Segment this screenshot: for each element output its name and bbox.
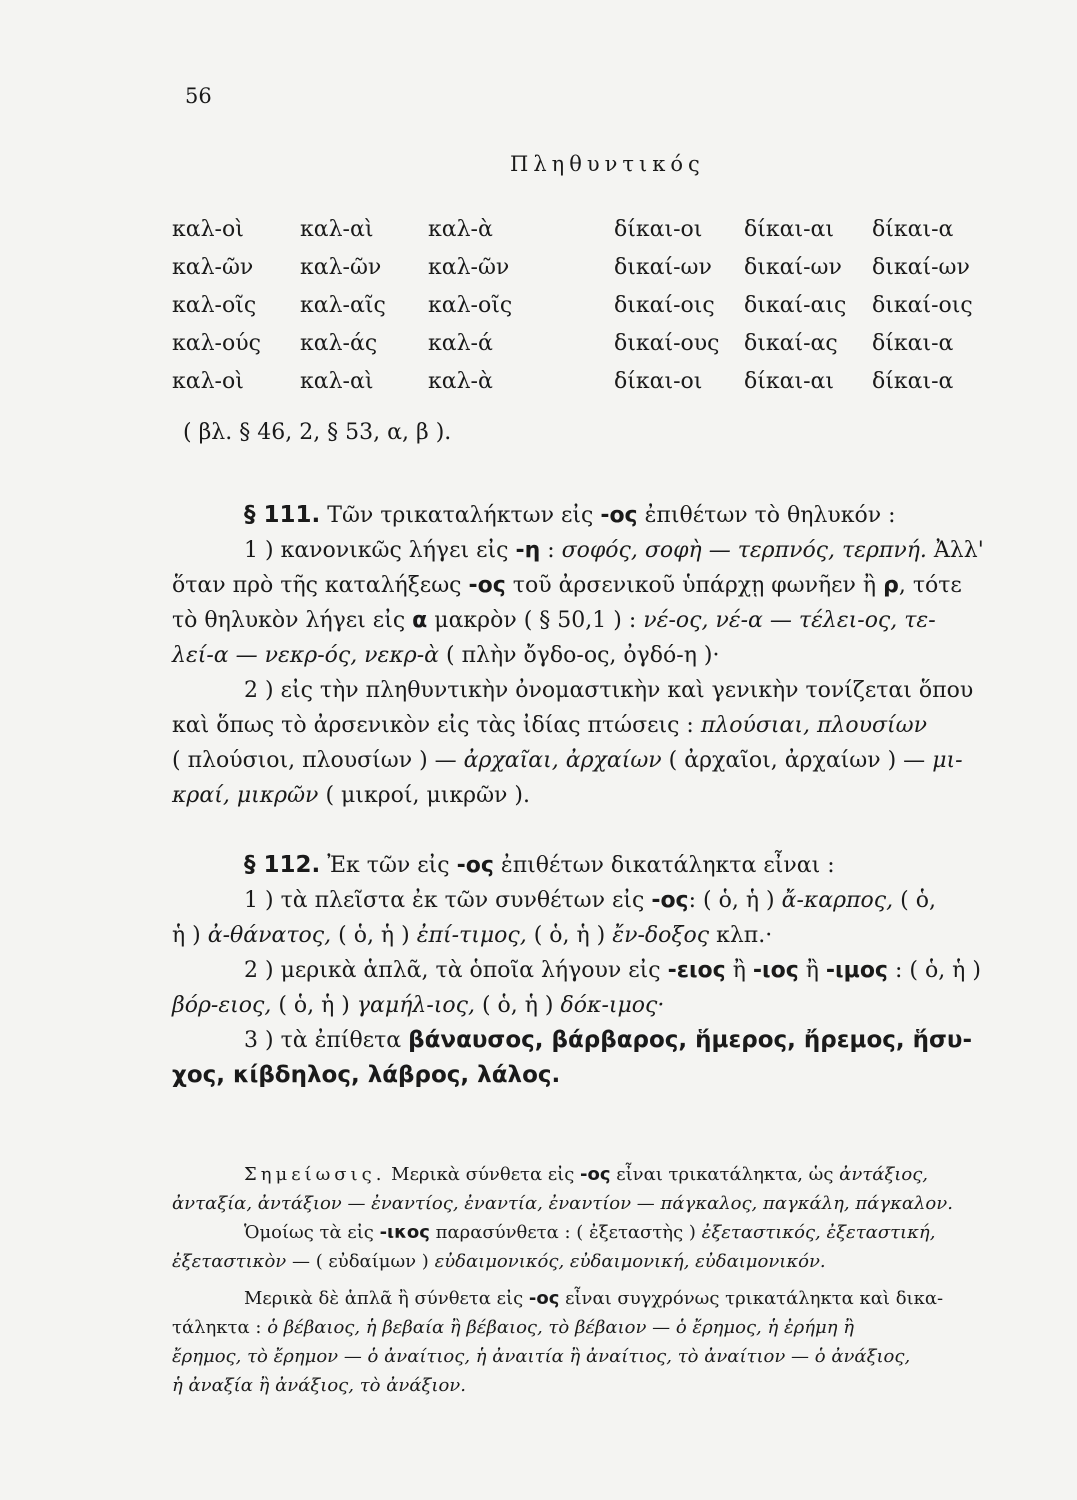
text: ( ἀρχαῖοι, ἀρχαίων ) — xyxy=(668,748,926,773)
page-number: 56 xyxy=(185,84,212,108)
declension-cell: καλ-αὶ xyxy=(300,216,374,242)
text: Ἀλλ' xyxy=(926,538,984,563)
text: μακρὸν ( § 50,1 ) : xyxy=(434,608,637,633)
example: ἄ-καρπος, xyxy=(781,888,894,913)
suffix: ρ xyxy=(883,573,899,598)
declension-cell: δικαί-ους xyxy=(614,330,720,356)
note-block xyxy=(172,1160,1007,1400)
declension-cell: καλ-οὶ xyxy=(172,216,244,242)
declension-cell: καλ-οῖς xyxy=(172,292,257,318)
declension-cell: δικαί-οις xyxy=(614,292,715,318)
note-label: Σημείωσις. xyxy=(244,1164,386,1185)
suffix: -ος xyxy=(528,1288,560,1309)
text: παρασύνθετα : ( ἐξεταστὴς ) xyxy=(435,1222,696,1243)
declension-cell: καλ-ά xyxy=(428,330,493,356)
declension-cell: καλ-ούς xyxy=(172,330,261,356)
declension-cell: δικαί-οις xyxy=(872,292,973,318)
text: εἶναι τρικατάληκτα, ὡς xyxy=(616,1164,834,1185)
declension-cell: δίκαι-αι xyxy=(744,368,835,394)
suffix: -ος xyxy=(600,503,638,528)
text: Ὁμοίως τὰ εἰς xyxy=(244,1222,374,1243)
section-112-number: § 112. xyxy=(244,852,321,878)
example: ἐξεταστικός, ἐξεταστική, xyxy=(701,1222,936,1243)
section-111-number: § 111. xyxy=(244,502,321,528)
plural-heading: Πληθυντικός xyxy=(510,152,705,176)
text: ἐπιθέτων δικατάληκτα εἶναι : xyxy=(500,853,835,878)
example: πλούσιαι, πλουσίων xyxy=(700,713,927,738)
text: 2 ) εἰς τὴν πληθυντικὴν ὀνομαστικὴν καὶ γενικὴν τονίζεται ὅπου xyxy=(244,678,974,703)
text: ( ὁ, ἡ ) xyxy=(278,993,350,1018)
declension-cell: δικαί-ων xyxy=(744,254,842,280)
declension-row xyxy=(172,248,992,286)
text: ( πλὴν ὄγδο-ος, ὀγδό-η )· xyxy=(446,643,720,668)
declension-cell: καλ-άς xyxy=(300,330,378,356)
declension-cell: δικαί-αις xyxy=(744,292,847,318)
text: : ( ὁ, ἡ ) xyxy=(894,958,981,983)
declension-cell: καλ-οὶ xyxy=(172,368,244,394)
text: τοῦ ἀρσενικοῦ ὑπάρχῃ φωνῆεν ἢ xyxy=(512,573,877,598)
suffix: -ειος xyxy=(667,958,726,983)
text: Ἐκ τῶν εἰς xyxy=(327,853,450,878)
declension-row xyxy=(172,362,992,400)
suffix: -ος xyxy=(468,573,506,598)
text: ( ὁ, ἡ ) xyxy=(533,923,606,948)
suffix: -ος xyxy=(580,1164,611,1185)
declension-row xyxy=(172,210,992,248)
text: τὸ θηλυκὸν λήγει εἰς xyxy=(172,608,406,633)
text: — ( εὐδαίμων ) xyxy=(291,1251,429,1272)
text: καὶ ὅπως τὸ ἀρσενικὸν εἰς τὰς ἰδίας πτώσεις : xyxy=(172,713,694,738)
suffix: α xyxy=(412,608,428,633)
example: ὁ βέβαιος, ἡ βεβαία ἢ βέβαιος, τὸ βέβαιον — ὁ ἔρημος, ἡ ἐρήμη ἢ xyxy=(267,1317,855,1338)
text: 3 ) τὰ ἐπίθετα xyxy=(244,1028,402,1053)
example: γαμήλ-ιος, xyxy=(356,993,475,1018)
declension-cell: δίκαι-αι xyxy=(744,216,835,242)
text: ὅταν πρὸ τῆς καταλήξεως xyxy=(172,573,462,598)
text: Μερικὰ σύνθετα εἰς xyxy=(391,1164,575,1185)
example: μι- xyxy=(932,748,963,773)
declension-cell: δικαί-ων xyxy=(614,254,712,280)
declension-cell: δίκαι-α xyxy=(872,368,954,394)
text: ( πλούσιοι, πλουσίων ) — xyxy=(172,748,457,773)
declension-cell: καλ-ῶν xyxy=(428,254,510,280)
text: εἶναι συγχρόνως τρικατάληκτα καὶ δικα- xyxy=(565,1288,944,1309)
declension-cell: δίκαι-οι xyxy=(614,368,703,394)
example: ἀ-θάνατος, xyxy=(207,923,332,948)
section-111 xyxy=(172,498,1002,813)
example: βόρ-ειος, xyxy=(172,993,272,1018)
text: ( ὁ, ἡ ) xyxy=(481,993,554,1018)
example: λεί-α — νεκρ-ός, νεκρ-ὰ xyxy=(172,643,440,668)
declension-cell: δίκαι-α xyxy=(872,216,954,242)
cross-reference: ( βλ. § 46, 2, § 53, α, β ). xyxy=(183,420,452,445)
declension-row xyxy=(172,324,992,362)
declension-cell: δίκαι-οι xyxy=(614,216,703,242)
declension-row xyxy=(172,286,992,324)
text: ἡ ) xyxy=(172,923,201,948)
declension-cell: δικαί-ων xyxy=(872,254,970,280)
declension-cell: καλ-οῖς xyxy=(428,292,513,318)
example: ἀρχαῖαι, ἀρχαίων xyxy=(463,748,662,773)
text: ( μικροί, μικρῶν ). xyxy=(325,783,530,808)
suffix: -ιμος xyxy=(825,958,888,983)
suffix: -ικος xyxy=(379,1222,430,1243)
example: σοφός, σοφὴ — τερπνός, τερπνή. xyxy=(561,538,927,563)
text: 2 ) μερικὰ ἁπλᾶ, τὰ ὁποῖα λήγουν εἰς xyxy=(244,958,661,983)
example: ἐξεταστικὸν xyxy=(172,1251,287,1272)
text: ( ὁ, ἡ ) xyxy=(338,923,410,948)
example: ἀντάξιος, xyxy=(839,1164,928,1185)
declension-cell: καλ-αῖς xyxy=(300,292,386,318)
text: κλπ.· xyxy=(716,923,773,948)
text: : xyxy=(540,538,562,563)
text: 1 ) κανονικῶς λήγει εἰς xyxy=(244,538,509,563)
declension-table xyxy=(172,210,992,400)
declension-cell: δίκαι-α xyxy=(872,330,954,356)
text: ἢ xyxy=(805,958,819,983)
text: Μερικὰ δὲ ἁπλᾶ ἢ σύνθετα εἰς xyxy=(244,1288,524,1309)
text: : ( ὁ, ἡ ) xyxy=(688,888,775,913)
bold-adjectives: χος, κίβδηλος, λάβρος, λάλος. xyxy=(172,1062,561,1088)
text: , τότε xyxy=(898,573,962,598)
example: ἔρημος, τὸ ἔρημον — ὁ ἀναίτιος, ἡ ἀναιτία ἢ ἀναίτιος, τὸ ἀναίτιον — ὁ ἀνάξιος, xyxy=(172,1346,911,1367)
example: νέ-ος, νέ-α — τέλει-ος, τε- xyxy=(643,608,936,633)
text: 1 ) τὰ πλεῖστα ἐκ τῶν συνθέτων εἰς xyxy=(244,888,645,913)
suffix: -ος xyxy=(651,888,689,913)
example: κραί, μικρῶν xyxy=(172,783,319,808)
bold-adjectives: βάναυσος, βάρβαρος, ἥμερος, ἤρεμος, ἥσυ- xyxy=(408,1027,973,1053)
declension-cell: καλ-ῶν xyxy=(300,254,382,280)
declension-cell: δικαί-ας xyxy=(744,330,838,356)
suffix: -ος xyxy=(456,853,494,878)
suffix: -ιος xyxy=(752,958,799,983)
declension-cell: καλ-ὰ xyxy=(428,368,493,394)
example: ἔν-δοξος xyxy=(612,923,710,948)
text: τάληκτα : xyxy=(172,1317,262,1338)
declension-cell: καλ-αὶ xyxy=(300,368,374,394)
example: δόκ-ιμος· xyxy=(560,993,665,1018)
section-112 xyxy=(172,848,1002,1093)
text: ἐπιθέτων τὸ θηλυκόν : xyxy=(644,503,896,528)
text: Τῶν τρικαταλήκτων εἰς xyxy=(327,503,594,528)
text: ἢ xyxy=(732,958,746,983)
example: ἡ ἀναξία ἢ ἀνάξιος, τὸ ἀνάξιον. xyxy=(172,1375,466,1396)
declension-cell: καλ-ῶν xyxy=(172,254,254,280)
example: ἐπί-τιμος, xyxy=(416,923,527,948)
declension-cell: καλ-ὰ xyxy=(428,216,493,242)
example: ἀνταξία, ἀντάξιον — ἐναντίος, ἐναντία, ἐναντίον — πάγκαλος, παγκάλη, πάγκαλον. xyxy=(172,1193,953,1214)
example: εὐδαιμονικός, εὐδαιμονική, εὐδαιμονικόν. xyxy=(434,1251,826,1272)
suffix: -η xyxy=(515,538,541,563)
text: ( ὁ, xyxy=(900,888,936,913)
